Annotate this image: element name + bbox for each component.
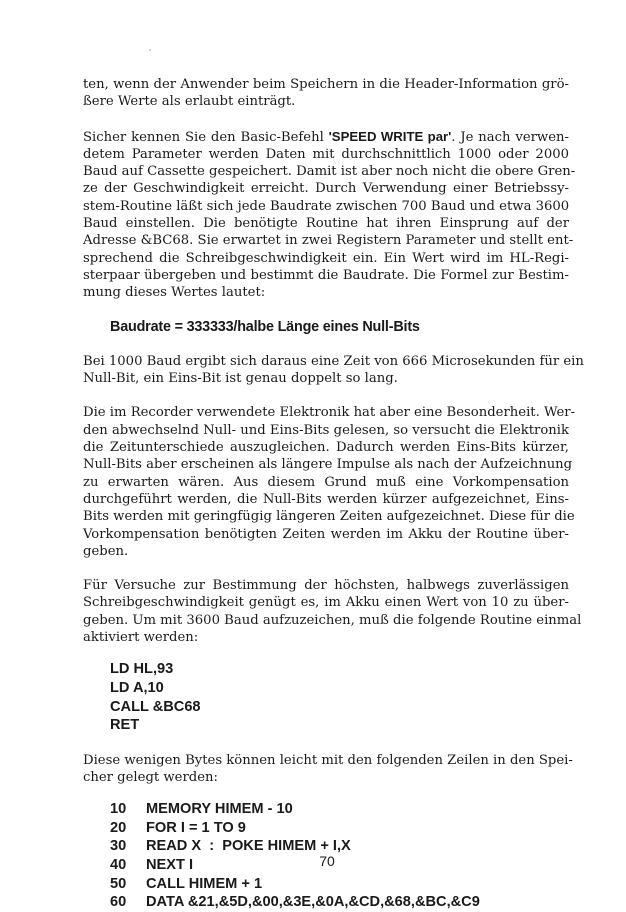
text-line: durchgeführt werden, die Null-Bits werden kürzer aufgezeichnet, Eins- <box>83 491 569 507</box>
text-line: mung dieses Wertes lautet: <box>83 285 266 301</box>
assembly-line: CALL &BC68 <box>110 698 201 715</box>
paragraph-2 <box>83 128 576 302</box>
assembly-line: RET <box>110 717 140 734</box>
text-line: detem Parameter werden Daten mit durchschnittlich 1000 oder 2000 <box>83 146 569 162</box>
text-line: Diese wenigen Bytes können leicht mit den folgenden Zeilen in den Spei- <box>83 752 573 768</box>
text-run: . Je nach verwen- <box>451 129 569 145</box>
page-body <box>83 76 584 912</box>
paragraph-3 <box>83 353 584 388</box>
text-line: ze der Geschwindigkeit erreicht. Durch Verwendung einer Betriebssy- <box>83 181 569 197</box>
line-number: 10 <box>110 801 127 818</box>
text-line <box>83 128 569 146</box>
text-line: stem-Routine läßt sich jede Baudrate zwischen 700 Baud und etwa 3600 <box>83 198 570 214</box>
line-number: 20 <box>110 819 127 836</box>
basic-statement: NEXT I <box>146 857 194 874</box>
text-line: Bei 1000 Baud ergibt sich daraus eine Zeit von 666 Microsekunden für ein <box>83 353 584 369</box>
text-line: Baud auf Cassette gespeichert. Damit ist aber noch nicht die obere Gren- <box>83 164 576 180</box>
text-line: geben. <box>83 543 129 559</box>
text-line: sterpaar übergeben und bestimmt die Baudrate. Die Formel zur Bestim- <box>83 267 569 283</box>
text-line: Bits werden mit geringfügig längeren Zeiten aufgezeichnet. Diese für die <box>83 509 575 525</box>
basic-line <box>110 875 569 894</box>
text-line: ten, wenn der Anwender beim Speichern in die Header-Information grö- <box>83 77 569 92</box>
text-line: Vorkompensation benötigten Zeiten werden im Akku der Routine über- <box>83 526 569 542</box>
line-number: 40 <box>110 857 127 874</box>
basic-statement: DATA &21,&5D,&00,&3E,&0A,&CD,&68,&BC,&C9 <box>146 894 480 911</box>
text-line: Schreibgeschwindigkeit genügt es, im Akku einen Wert von 10 zu über- <box>83 595 569 611</box>
text-line: Adresse &BC68. Sie erwartet in zwei Registern Parameter und stellt ent- <box>83 233 574 249</box>
text-line: Null-Bits aber erscheinen als längere Impulse als nach der Aufzeichnung <box>83 457 573 473</box>
paragraph-6 <box>83 752 573 787</box>
basic-line <box>110 819 569 838</box>
assembly-line: LD A,10 <box>110 679 164 696</box>
text-line: den abwechselnd Null- und Eins-Bits gelesen, so versucht die Elektronik <box>83 422 569 438</box>
text-run: Sicher kennen Sie den Basic-Befehl <box>83 129 329 145</box>
page-number: 70 <box>319 853 335 869</box>
basic-statement: MEMORY HIMEM - 10 <box>146 801 293 818</box>
text-line: sprechend die Schreibgeschwindigkeit ein. Ein Wert wird im HL-Regi- <box>83 250 569 266</box>
basic-line <box>110 800 569 819</box>
basic-statement: CALL HIMEM + 1 <box>146 875 263 892</box>
text-line: Die im Recorder verwendete Elektronik hat aber eine Besonderheit. Wer- <box>83 405 576 421</box>
paragraph-5 <box>83 577 582 646</box>
text-line: Null-Bit, ein Eins-Bit ist genau doppelt so lang. <box>83 371 398 387</box>
text-line: geben. Um mit 3600 Baud aufzuzeichen, muß die folgende Routine einmal <box>83 612 582 628</box>
line-number: 30 <box>110 838 127 855</box>
command-highlight: 'SPEED WRITE par' <box>328 128 452 144</box>
assembly-listing <box>110 660 569 734</box>
text-line: cher gelegt werden: <box>83 769 218 785</box>
assembly-line: LD HL,93 <box>110 661 174 678</box>
text-line: zu erwarten wären. Aus diesem Grund muß eine Vorkompensation <box>83 474 569 490</box>
baudrate-formula: Baudrate = 333333/halbe Länge eines Null-Bits <box>110 318 420 335</box>
text-line: die Zeitunterschiede auszugleichen. Dadurch werden Eins-Bits kürzer, <box>83 440 569 456</box>
line-number: 60 <box>110 894 127 911</box>
line-number: 50 <box>110 875 127 892</box>
paragraph-4 <box>83 404 576 560</box>
basic-line <box>110 893 569 912</box>
text-line: Für Versuche zur Bestimmung der höchsten, halbwegs zuverlässigen <box>83 578 569 594</box>
basic-statement: FOR I = 1 TO 9 <box>146 819 246 836</box>
text-line: Baud einstellen. Die benötigte Routine hat ihren Einsprung auf der <box>83 216 569 232</box>
text-line: ßere Werte als erlaubt einträgt. <box>83 94 296 110</box>
paragraph-1 <box>83 76 569 111</box>
basic-statement: READ X : POKE HIMEM + I,X <box>146 838 351 855</box>
text-line: aktiviert werden: <box>83 630 199 646</box>
